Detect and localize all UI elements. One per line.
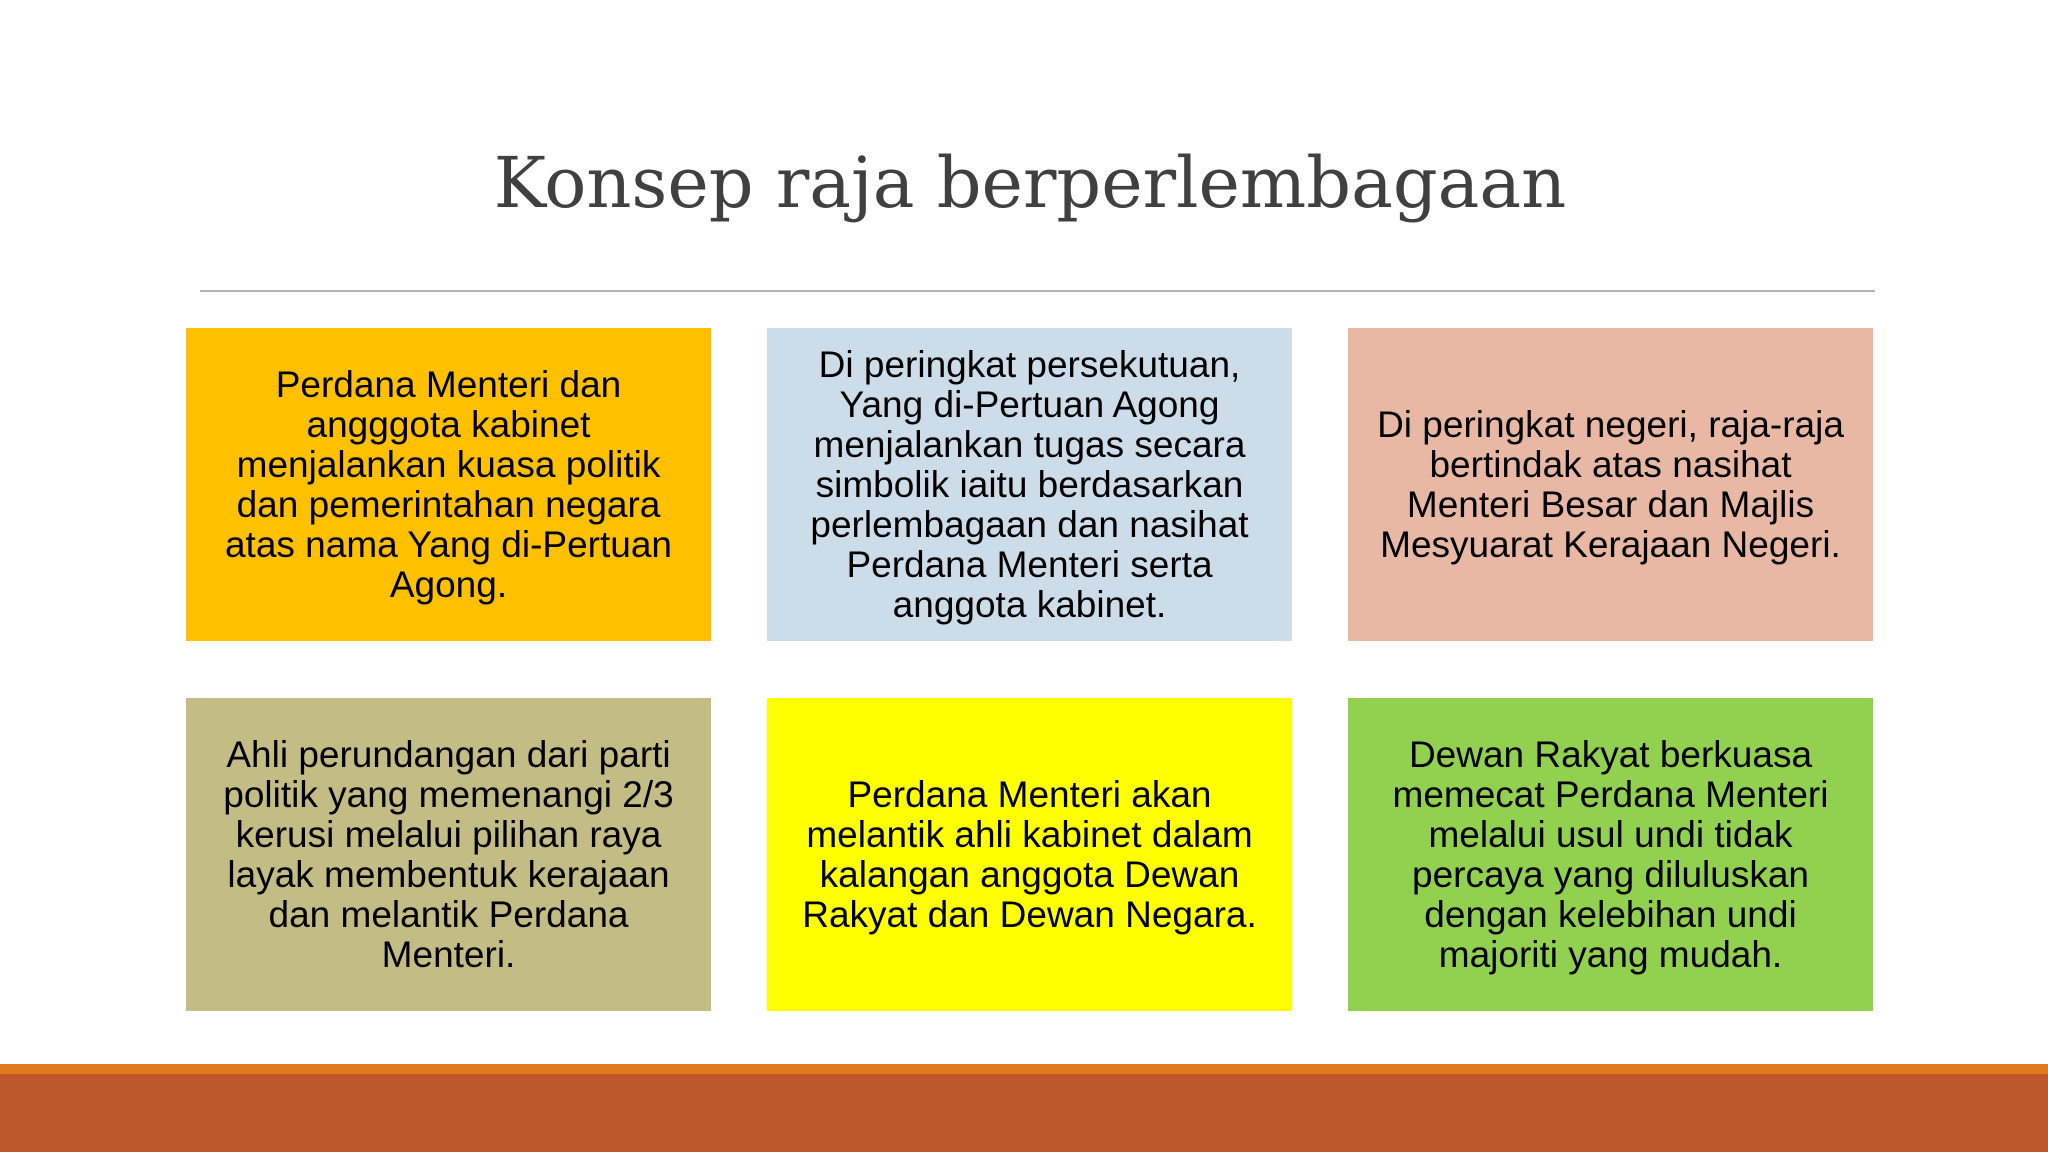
box-line: perlembagaan dan nasihat: [810, 503, 1249, 545]
box-text: [1393, 735, 1829, 975]
box-line: dan melantik Perdana: [268, 893, 629, 935]
box-text: [802, 775, 1257, 935]
box-line: Menteri Besar dan Majlis: [1406, 483, 1815, 525]
box-melantik-kabinet: [767, 698, 1292, 1011]
box-text: [225, 365, 672, 605]
box-perdana-menteri-kabinet: [186, 328, 711, 641]
box-line: menjalankan kuasa politik: [236, 443, 661, 485]
box-peringkat-persekutuan: [767, 328, 1292, 641]
box-line: melantik ahli kabinet dalam: [806, 813, 1253, 855]
box-line: melalui usul undi tidak: [1428, 813, 1793, 855]
footer-band: [0, 1074, 2048, 1152]
box-line: majoriti yang mudah.: [1438, 933, 1783, 975]
box-text: [223, 735, 673, 975]
box-line: menjalankan tugas secara: [813, 423, 1246, 465]
box-line: Agong.: [389, 563, 508, 605]
box-ahli-perundangan: [186, 698, 711, 1011]
box-line: Di peringkat negeri, raja-raja: [1377, 403, 1844, 445]
box-line: Ahli perundangan dari parti: [226, 733, 671, 775]
box-line: Di peringkat persekutuan,: [818, 343, 1241, 385]
box-line: Perdana Menteri dan: [275, 363, 622, 405]
box-line: anggota kabinet.: [892, 583, 1167, 625]
box-line: Menteri.: [381, 933, 516, 975]
box-line: politik yang memenangi 2/3: [223, 773, 674, 815]
box-line: memecat Perdana Menteri: [1392, 773, 1829, 815]
box-line: Perdana Menteri akan: [847, 773, 1212, 815]
box-line: angggota kabinet: [306, 403, 591, 445]
slide-title: Konsep raja berperlembagaan: [493, 142, 1567, 224]
box-peringkat-negeri: [1348, 328, 1873, 641]
box-line: percaya yang diluluskan: [1412, 853, 1809, 895]
box-text: [1377, 405, 1844, 565]
footer-accent-stripe: [0, 1064, 2048, 1074]
box-line: dan pemerintahan negara: [236, 483, 661, 525]
box-line: layak membentuk kerajaan: [227, 853, 670, 895]
title-divider: [200, 290, 1875, 292]
box-line: Dewan Rakyat berkuasa: [1408, 733, 1813, 775]
box-line: bertindak atas nasihat: [1429, 443, 1792, 485]
box-line: atas nama Yang di-Pertuan: [224, 523, 673, 565]
box-text: [810, 345, 1248, 625]
box-line: Mesyuarat Kerajaan Negeri.: [1380, 523, 1841, 565]
box-line: Perdana Menteri serta: [846, 543, 1213, 585]
box-line: Rakyat dan Dewan Negara.: [802, 893, 1257, 935]
box-line: kalangan anggota Dewan: [819, 853, 1240, 895]
box-dewan-rakyat: [1348, 698, 1873, 1011]
box-line: simbolik iaitu berdasarkan: [815, 463, 1244, 505]
box-line: Yang di-Pertuan Agong: [839, 383, 1220, 425]
box-line: dengan kelebihan undi: [1424, 893, 1797, 935]
box-line: kerusi melalui pilihan raya: [235, 813, 662, 855]
